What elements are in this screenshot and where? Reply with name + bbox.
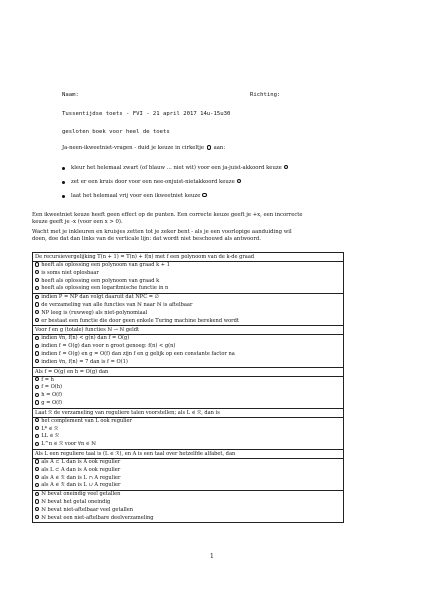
answer-circle-icon[interactable]	[35, 393, 39, 397]
answer-option	[33, 441, 343, 449]
circle-icon	[284, 165, 288, 169]
question-block	[32, 326, 344, 367]
answer-option	[33, 482, 343, 490]
answer-circle-icon[interactable]	[35, 385, 39, 389]
answer-option	[33, 351, 343, 359]
answer-option-text: f = h	[41, 376, 54, 383]
question-block	[32, 294, 344, 326]
answer-option	[33, 475, 343, 483]
question-list	[32, 252, 344, 523]
answer-option	[33, 302, 343, 310]
circle-icon	[202, 193, 206, 197]
answer-option-text: g = O(f)	[41, 399, 62, 406]
answer-option	[33, 467, 343, 475]
answer-option-text: f = O(h)	[41, 384, 63, 391]
intro-text: Ja-neen-ikweetniet-vragen - duid je keuze in cirkeltje	[62, 145, 205, 151]
answer-circle-icon[interactable]	[35, 400, 39, 404]
answer-option-text: indien ∀n, f(n) = 7 dan is f = O(1)	[41, 358, 128, 365]
answer-option	[33, 294, 343, 302]
answer-circle-icon[interactable]	[35, 351, 39, 355]
bullet-icon	[62, 167, 65, 170]
answer-option	[33, 278, 343, 286]
answer-circle-icon[interactable]	[35, 310, 39, 314]
question-block	[32, 450, 344, 491]
direction-label: Richting:	[250, 92, 281, 98]
answer-option-text: indien ∀n, f(n) < g(n) dan f = O(g)	[41, 335, 130, 342]
question-stem: Voor f en g (totale) functies ℕ → ℕ geldt	[33, 326, 343, 335]
instructions-bullet-list	[62, 165, 402, 207]
bullet-item	[62, 165, 402, 179]
answer-option	[33, 459, 343, 467]
answer-circle-icon[interactable]	[35, 270, 39, 274]
question-block	[32, 409, 344, 450]
answer-option	[33, 318, 343, 326]
answer-option	[33, 262, 343, 270]
circle-icon	[207, 145, 211, 149]
answer-circle-icon[interactable]	[35, 336, 39, 340]
page-number: 1	[210, 553, 214, 560]
answer-option	[33, 285, 343, 293]
answer-option-text: ℕ bevat een niet-aftelbare deelverzameling	[41, 514, 154, 521]
answer-option	[33, 515, 343, 523]
answer-option	[33, 377, 343, 385]
answer-option	[33, 392, 343, 400]
answer-option-text: het complement van L ook regulier	[41, 417, 132, 424]
circle-icon	[237, 179, 241, 183]
answer-option-text: indien f = O(g) dan voor n groot genoeg: f(n) < g(n)	[41, 343, 176, 350]
answer-option-text: ℕ bevat het getal oneindig	[41, 498, 111, 505]
answer-option-text: is soms niet oplosbaar	[41, 269, 99, 276]
answer-option-text: als A ⊂ L dan is A ook regulier	[41, 458, 121, 465]
answer-circle-icon[interactable]	[35, 318, 39, 322]
answer-option	[33, 400, 343, 408]
answer-option-text: de verzameling van alle functies van ℕ naar ℕ is aftelbaar	[41, 301, 193, 308]
answer-option	[33, 335, 343, 343]
answer-option	[33, 426, 343, 434]
question-stem: Laat ℛ de verzameling van reguliere talen voorstellen; als L ∈ ℛ, dan is	[33, 409, 343, 418]
bullet-text: laat het helemaal vrij voor een ikweetniet keuze	[71, 193, 201, 199]
exam-title: Tussentijdse toets - FVI - 21 april 2017 14u-15u30	[62, 111, 231, 117]
answer-option-text: LL ∈ ℛ	[41, 433, 60, 440]
answer-circle-icon[interactable]	[35, 515, 39, 519]
instructions-intro	[62, 145, 225, 152]
answer-circle-icon[interactable]	[35, 459, 39, 463]
question-stem: Als f = O(g) en h = O(g) dan	[33, 368, 343, 377]
answer-option-text: L* ∈ ℛ	[41, 425, 59, 432]
answer-circle-icon[interactable]	[35, 507, 39, 511]
answer-option	[33, 343, 343, 351]
answer-option	[33, 507, 343, 515]
answer-circle-icon[interactable]	[35, 344, 39, 348]
answer-option-text: als L ⊂ A dan is A ook regulier	[41, 466, 121, 473]
answer-option-text: indien f = O(g) en g = O(f) dan zijn f en g gelijk op een constante factor na	[41, 350, 235, 357]
scoring-line-4: doen, doe dat dan links van de verticale lijn: dat wordt niet beschouwd als antwoord.	[32, 236, 261, 242]
intro-suffix: aan:	[213, 145, 226, 151]
answer-option-text: ℕ bevat niet-aftelbaar veel getallen	[41, 506, 134, 513]
answer-option	[33, 384, 343, 392]
answer-circle-icon[interactable]	[35, 467, 39, 471]
question-stem: Als L een reguliere taal is (L ∈ ℛ), en A is een taal over hetzelfde alfabet, dan	[33, 450, 343, 459]
question-block	[32, 252, 344, 294]
answer-circle-icon[interactable]	[35, 278, 39, 282]
answer-option-text: heeft als oplossing een logaritmische functie in n	[41, 285, 169, 292]
answer-circle-icon[interactable]	[35, 499, 39, 503]
answer-circle-icon[interactable]	[35, 262, 39, 266]
answer-option	[33, 270, 343, 278]
answer-option-text: als A ∈ ℛ dan is L ∪ A regulier	[41, 482, 121, 489]
answer-option-text: indien P = NP dan volgt daaruit dat NPC = ∅	[41, 294, 160, 301]
answer-circle-icon[interactable]	[35, 295, 39, 299]
answer-circle-icon[interactable]	[35, 426, 39, 430]
question-block	[32, 491, 344, 523]
scoring-line-3: Wacht met je inkleuren en kruisjes zetten tot je zeker bent - als je een voorlopige aanduiding wil	[32, 229, 292, 235]
answer-circle-icon[interactable]	[35, 418, 39, 422]
answer-option-text: NP leeg is (ruwweg) als niet-polynomiaal	[41, 309, 148, 316]
answer-option-text: heeft als oplossing een polynoom van graad k	[41, 277, 160, 284]
bullet-item	[62, 179, 402, 193]
answer-option-text: er bestaat een functie die door geen enkele Turing machine berekend wordt	[41, 317, 239, 324]
answer-option-text: ℕ bevat oneindig veel getallen	[41, 491, 121, 498]
answer-circle-icon[interactable]	[35, 302, 39, 306]
answer-option-text: als A ∈ ℛ dan is L ∩ A regulier	[41, 474, 121, 481]
answer-circle-icon[interactable]	[35, 434, 39, 438]
bullet-item	[62, 193, 402, 207]
question-block	[32, 368, 344, 409]
answer-option	[33, 418, 343, 426]
answer-circle-icon[interactable]	[35, 377, 39, 381]
answer-option	[33, 499, 343, 507]
bullet-text: zet er een kruis door voor een nee-onjuist-nietakkoord keuze	[71, 179, 235, 185]
answer-circle-icon[interactable]	[35, 492, 39, 496]
name-label: Naam:	[62, 92, 79, 98]
answer-circle-icon[interactable]	[35, 359, 39, 363]
bullet-text: kleur het helemaal zwart (of blauw ... niet wit) voor een ja-juist-akkoord keuze	[71, 165, 282, 171]
answer-option-text: h = O(f)	[41, 392, 63, 399]
answer-circle-icon[interactable]	[35, 475, 39, 479]
scoring-line-1: Een ikweetniet keuze heeft geen effect op de punten. Een correcte keuze geeft je +x, een incorrecte	[32, 212, 303, 218]
bullet-icon	[62, 181, 65, 184]
question-stem: De recursievergelijking T(n + 1) = T(n) + f(n) met f een polynoom van de k-de graad	[33, 253, 343, 262]
answer-option-text: heeft als oplossing een polynoom van graad k + 1	[41, 262, 170, 268]
answer-option-text: L^n ∈ ℛ voor ∀n ∈ ℕ	[41, 441, 96, 448]
bullet-icon	[62, 195, 65, 198]
scoring-line-2: keuze geeft je -x (voor een x > 0).	[32, 219, 123, 225]
answer-circle-icon[interactable]	[35, 483, 39, 487]
answer-option	[33, 433, 343, 441]
answer-option	[33, 359, 343, 367]
answer-option	[33, 491, 343, 499]
answer-option	[33, 310, 343, 318]
answer-circle-icon[interactable]	[35, 286, 39, 290]
exam-subtitle: gesloten boek voor heel de toets	[62, 129, 170, 135]
answer-circle-icon[interactable]	[35, 442, 39, 446]
